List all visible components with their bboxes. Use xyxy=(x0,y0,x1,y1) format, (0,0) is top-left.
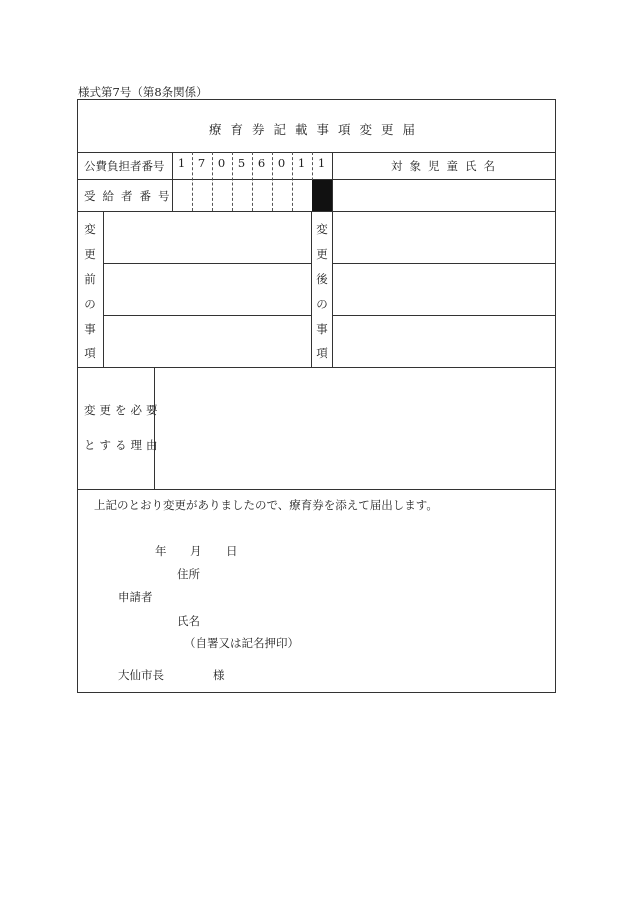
honorific: 様 xyxy=(213,668,225,682)
date-year-label: 年 xyxy=(155,544,167,558)
recipient-number-label: 受給者番号 xyxy=(84,189,177,203)
payer-digit: 0 xyxy=(277,156,286,170)
digit-separator xyxy=(272,152,273,211)
declaration-statement: 上記のとおり変更がありましたので、療育券を添えて届出します。 xyxy=(94,498,438,512)
payer-digit: 7 xyxy=(197,156,206,170)
divider-before-1 xyxy=(103,263,311,264)
reason-field[interactable] xyxy=(155,368,555,489)
reason-label-line2: とする理由 xyxy=(84,438,162,452)
divider-before-2 xyxy=(103,315,311,316)
form-title: 療育券記載事項変更届 xyxy=(208,122,424,137)
applicant-label: 申請者 xyxy=(118,590,153,604)
target-child-name-field[interactable] xyxy=(333,180,555,211)
after-change-label-char: 項 xyxy=(316,346,328,360)
divider-after-1 xyxy=(332,263,555,264)
divider-after-2 xyxy=(332,315,555,316)
before-change-label-char: の xyxy=(84,297,96,311)
notification-form xyxy=(77,99,556,693)
name-label: 氏名 xyxy=(177,614,200,628)
digit-separator xyxy=(232,152,233,211)
after-change-label-char: 変 xyxy=(316,222,328,236)
digit-separator xyxy=(252,152,253,211)
divider-reason-row xyxy=(78,489,555,490)
addressee: 大仙市長 xyxy=(118,668,164,682)
target-child-name-label: 対象児童氏名 xyxy=(391,159,502,173)
payer-digit: 6 xyxy=(257,156,266,170)
before-change-label-char: 前 xyxy=(84,272,96,286)
payer-digit: 1 xyxy=(177,156,186,170)
before-change-label-char: 更 xyxy=(84,247,96,261)
before-change-label-char: 変 xyxy=(84,222,96,236)
before-change-label-char: 事 xyxy=(84,322,96,336)
reason-label-line1: 変更を必要 xyxy=(84,403,162,417)
payer-digit: 1 xyxy=(297,156,306,170)
divider-recipient-row xyxy=(78,211,555,212)
after-change-label-char: の xyxy=(316,297,328,311)
address-label: 住所 xyxy=(177,567,200,581)
form-number: 様式第7号（第8条関係） xyxy=(78,85,208,99)
payer-digit: 0 xyxy=(217,156,226,170)
after-change-label-char: 事 xyxy=(316,322,328,336)
date-month-label: 月 xyxy=(190,544,202,558)
after-change-label-char: 後 xyxy=(316,272,328,286)
payer-digit: 1 xyxy=(317,156,326,170)
digit-separator xyxy=(192,152,193,211)
public-payer-number-label: 公費負担者番号 xyxy=(84,159,165,173)
before-change-label-char: 項 xyxy=(84,346,96,360)
before-label-border xyxy=(103,211,104,367)
digit-separator xyxy=(212,152,213,211)
payer-digit: 5 xyxy=(237,156,246,170)
check-digit-shaded-cell xyxy=(312,180,332,211)
digit-separator xyxy=(292,152,293,211)
divider-title xyxy=(78,152,555,153)
date-day-label: 日 xyxy=(226,544,238,558)
after-change-label-char: 更 xyxy=(316,247,328,261)
signature-note: （自署又は記名押印） xyxy=(184,636,299,650)
